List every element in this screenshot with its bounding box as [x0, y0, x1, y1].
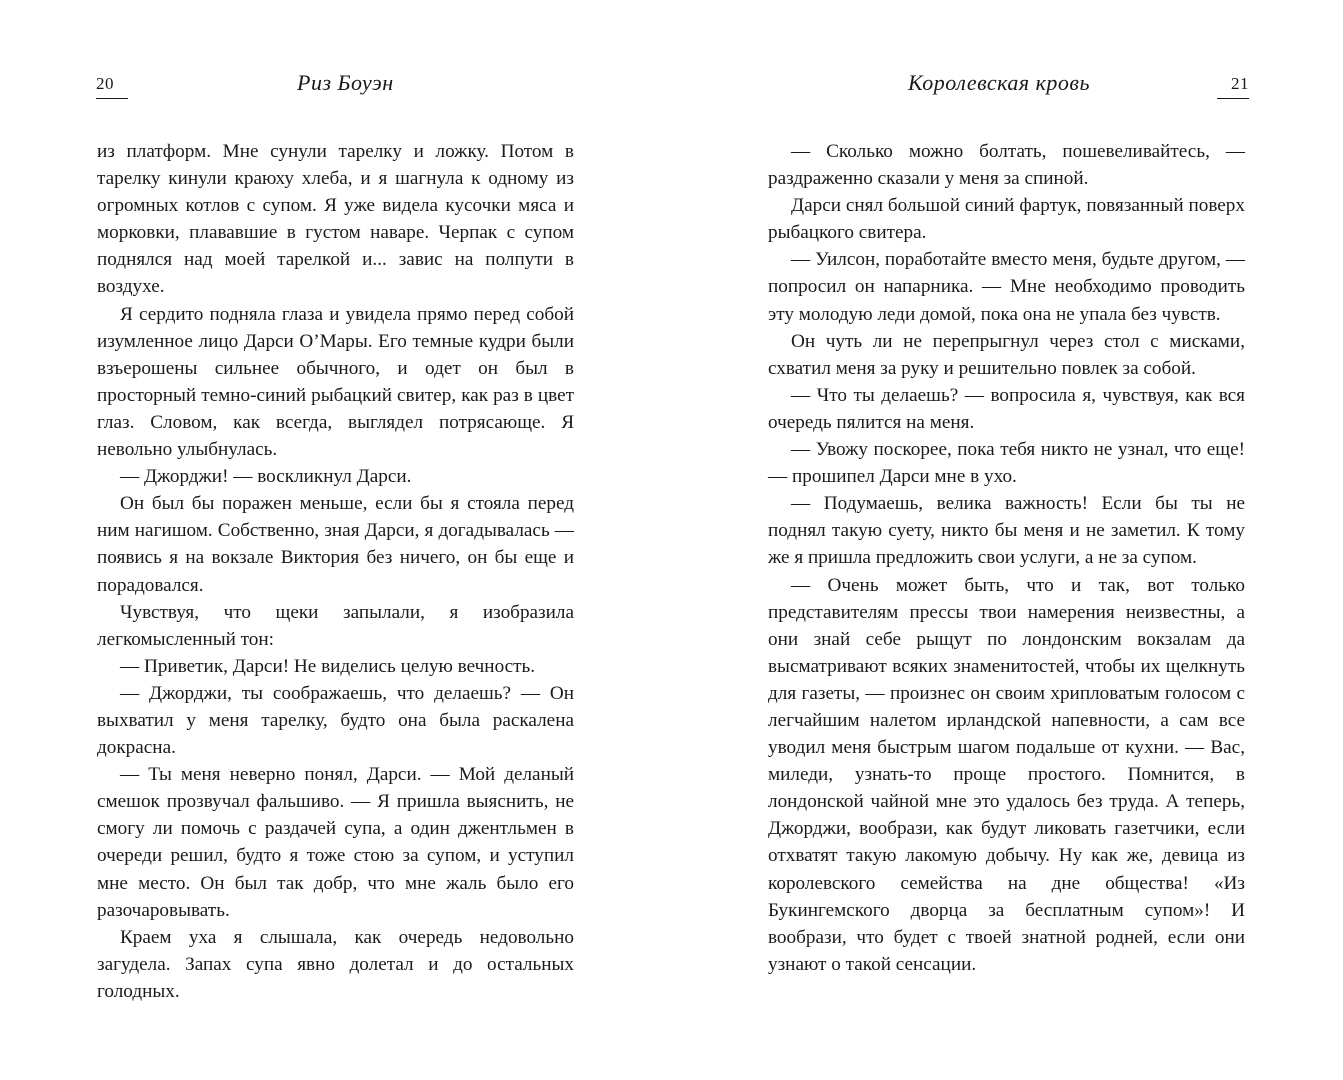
paragraph: — Уилсон, поработайте вместо меня, будьте другом, — попросил он напарника. — Мне необходимо проводить эту молодую леди домой, пока она не упала без чувств. — [768, 249, 1245, 325]
left-page — [0, 0, 671, 1080]
page-number-rule — [96, 98, 128, 99]
paragraph: Он был бы поражен меньше, если бы я стояла перед ним нагишом. Собственно, зная Дарси, я догадывалась — появись я на вокзале Виктория без ничего, он бы еще и порадовался. — [97, 493, 574, 596]
paragraph: — Подумаешь, велика важность! Если бы ты не поднял такую суету, никто бы меня и не заметил. К тому же я пришла предложить свои услуги, а не за супом. — [768, 493, 1245, 569]
left-page-text — [97, 138, 574, 1005]
paragraph: Чувствуя, что щеки запылали, я изобразила легкомысленный тон: — [97, 601, 574, 650]
paragraph: Я сердито подняла глаза и увидела прямо перед собой изумленное лицо Дарси О’Мары. Его темные кудри были взъерошены сильнее обычного, и одет он был в просторный темно-синий рыбацкий свитер, как раз в цвет глаз. Словом, как всегда, выглядел потрясающе. Я невольно улыбнулась. — [97, 303, 574, 461]
paragraph: из платформ. Мне сунули тарелку и ложку. Потом в тарелку кинули краюху хлеба, и я шагнула к одному из огромных котлов с супом. Я уже видела кусочки мяса и морковки, плававшие в густом наваре. Черпак с супом поднялся над моей тарелкой и... завис на полпути в воздухе. — [97, 141, 574, 298]
page-number: 21 — [1231, 74, 1249, 93]
paragraph: Дарси снял большой синий фартук, повязанный поверх рыбацкого свитера. — [768, 195, 1245, 244]
paragraph: Краем уха я слышала, как очередь недовольно загудела. Запах супа явно долетал и до остальных голодных. — [97, 926, 574, 1002]
paragraph: — Джорджи, ты соображаешь, что делаешь? — Он выхватил у меня тарелку, будто она была раскалена докрасна. — [97, 682, 574, 759]
paragraph: — Увожу поскорее, пока тебя никто не узнал, что еще! — прошипел Дарси мне в ухо. — [768, 439, 1245, 488]
running-head-author: Риз Боуэн — [297, 70, 394, 95]
page-number-rule — [1217, 98, 1249, 99]
running-head-title: Королевская кровь — [908, 70, 1090, 95]
right-page — [672, 0, 1343, 1080]
paragraph: — Джорджи! — воскликнул Дарси. — [120, 466, 412, 488]
paragraph: — Ты меня неверно понял, Дарси. — Мой деланый смешок прозвучал фальшиво. — Я пришла выяснить, не смогу ли помочь с раздачей супа, а один джентльмен в очереди решил, будто я тоже стою за супом, и уступил мне место. Он был так добр, что мне жаль было его разочаровывать. — [97, 764, 574, 921]
paragraph: Он чуть ли не перепрыгнул через стол с мисками, схватил меня за руку и решительно повлек за собой. — [768, 330, 1245, 379]
right-page-text — [768, 138, 1245, 978]
page-number: 20 — [96, 74, 114, 93]
paragraph: — Очень может быть, что и так, вот только представителям прессы твои намерения неизвестны, а они знай себе рыщут по лондонским вокзалам да высматривают всяких знаменитостей, чтобы их щелкнуть для газеты, — произнес он своим хрипловатым голосом с легчайшим налетом ирландской напевности, а сам все уводил меня быстрым шагом подальше от кухни. — Вас, миледи, узнать-то проще простого. Помнится, в лондонской чайной мне это удалось без труда. А теперь, Джорджи, вообрази, как будут ликовать газетчики, если отхватят такую лакомую добычу. Ну как же, девица из королевского семейства на дне общества! «Из Букингемского дворца за бесплатным супом»! И вообрази, что будет с твоей знатной родней, если они узнают о такой сенсации. — [768, 574, 1245, 975]
paragraph: — Сколько можно болтать, пошевеливайтесь, — раздраженно сказали у меня за спиной. — [768, 141, 1245, 190]
paragraph: — Что ты делаешь? — вопросила я, чувствуя, как вся очередь пялится на меня. — [768, 384, 1245, 433]
paragraph: — Приветик, Дарси! Не виделись целую вечность. — [120, 655, 536, 677]
